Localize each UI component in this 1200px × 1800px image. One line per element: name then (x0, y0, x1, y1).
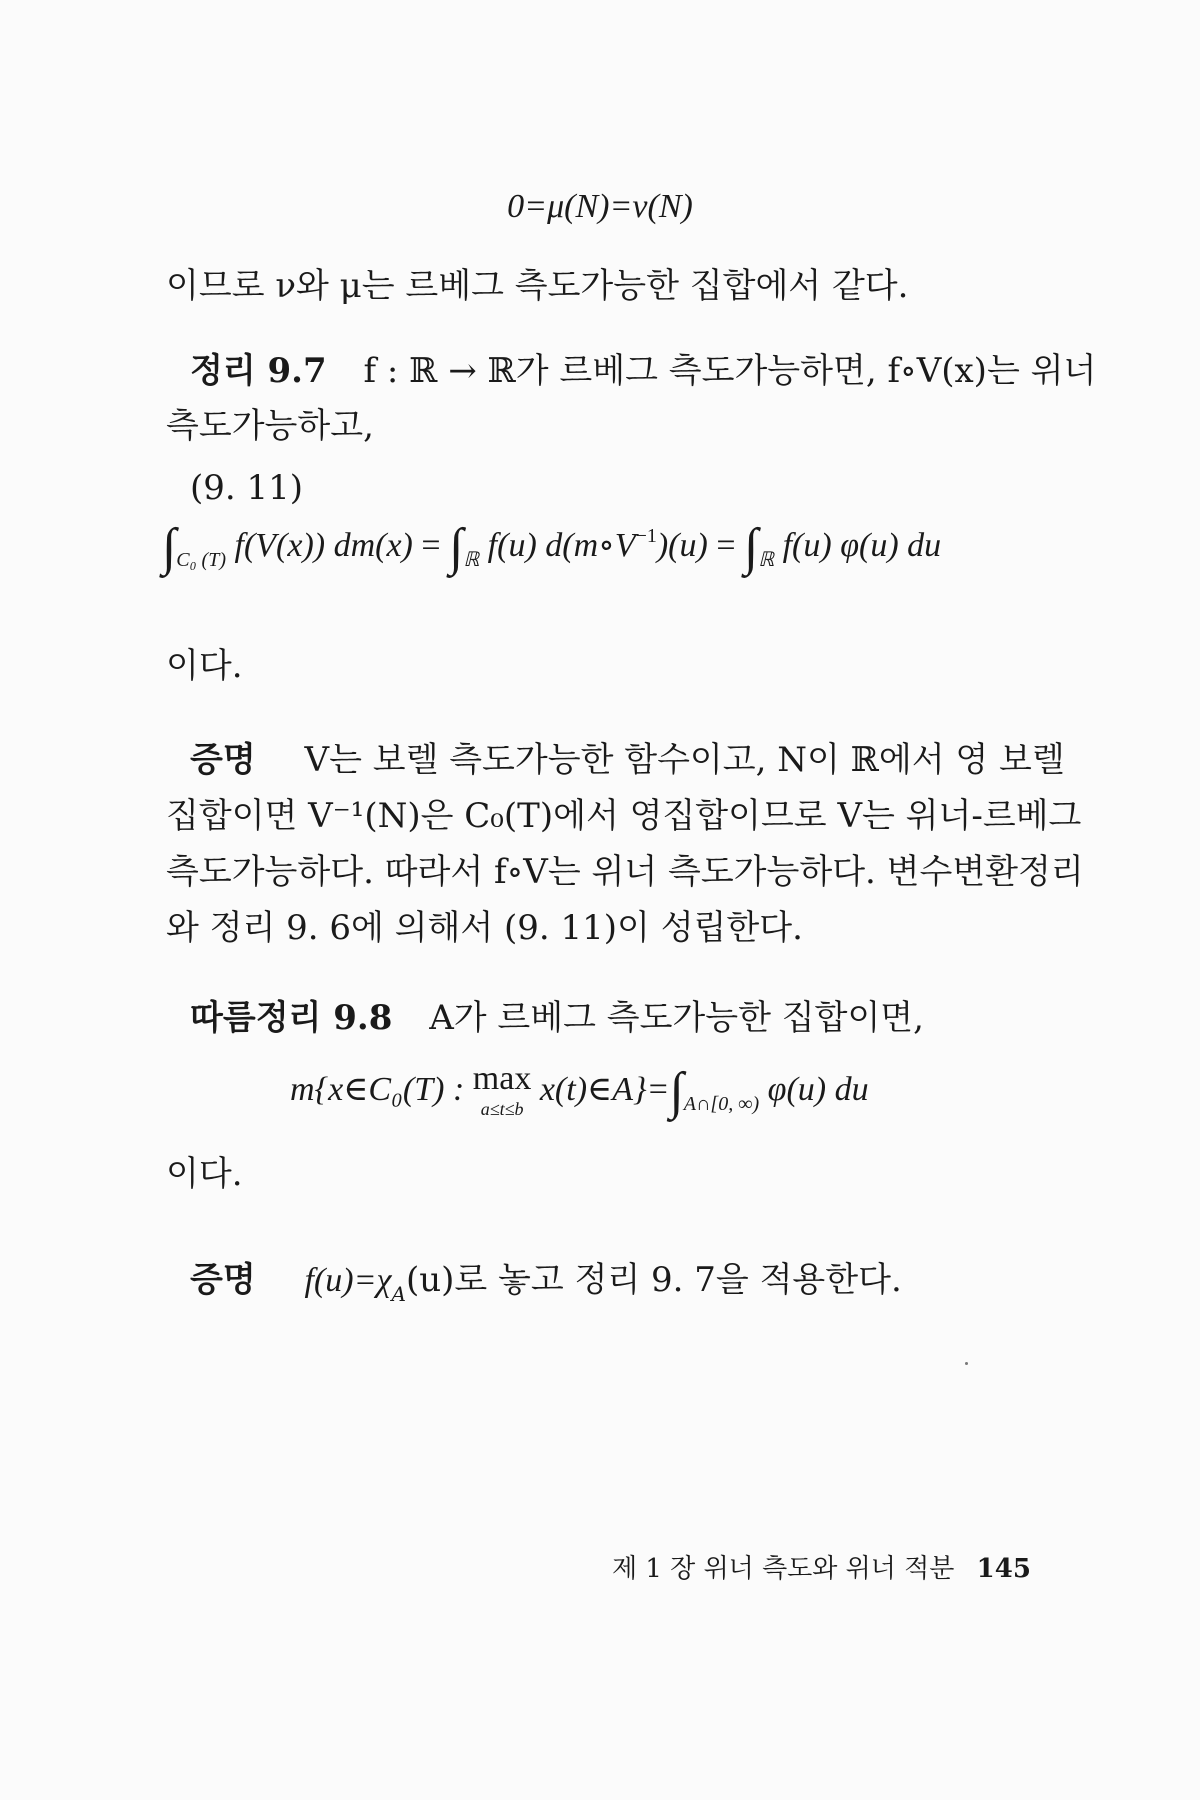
text-line: 이다. (166, 1154, 243, 1194)
equation-term: f(u) φ(u) du (782, 527, 942, 564)
stray-dot (965, 1362, 968, 1365)
proof-text: 집합이면 V⁻¹(N)은 C₀(T)에서 영집합이므로 V는 위너-르베그 (166, 796, 1082, 836)
equation-corollary (290, 1062, 869, 1121)
theorem-text-cont: 측도가능하고, (166, 406, 374, 446)
proof-label: 증명 (190, 1260, 256, 1300)
equation-term: f(u) d(m∘V (487, 527, 636, 564)
proof-line (190, 1252, 902, 1306)
text-line: 이므로 ν와 μ는 르베그 측도가능한 집합에서 같다. (166, 266, 909, 306)
corollary-label: 따름정리 9.8 (190, 998, 393, 1038)
integral-sign: ∫ (669, 1063, 684, 1120)
equation-term: f(V(x)) dm(x) (234, 527, 413, 564)
integral-sign: ∫ (744, 519, 759, 576)
equation-term: )(u) (656, 527, 708, 564)
integral-domain: C₀ (T) (176, 549, 226, 571)
equation-term: φ(u) du (767, 1071, 869, 1108)
proof-text: 측도가능하다. 따라서 f∘V는 위너 측도가능하다. 변수변환정리 (166, 852, 1084, 892)
text-line: 이다. (166, 646, 243, 686)
theorem-9-7 (190, 343, 1096, 392)
proof-label: 증명 (190, 740, 256, 780)
equation-number: (9. 11) (190, 468, 304, 508)
corollary-9-8 (190, 990, 924, 1039)
integral-domain: ℝ (758, 549, 775, 571)
equation-null-measure: 0=μ(N)=ν(N) (507, 188, 693, 225)
page-number: 145 (976, 1554, 1031, 1584)
equation-9-11: $\int_{C_0 (T)}$ f(V(x)) $dm(x) = \int_ℝ$ f(u) $d(m\circ V^{-1})(u) = \int_ℝ$ f(u) φ(u) du (162, 519, 942, 576)
equation-term: m{x∈C₀(T) : (290, 1071, 473, 1108)
running-footer (612, 1548, 1031, 1585)
theorem-text: f : ℝ → ℝ가 르베그 측도가능하면, f∘V(x)는 위너 (363, 351, 1097, 391)
chapter-title: 제 1 장 위너 측도와 위너 적분 (612, 1554, 955, 1584)
corollary-text: A가 르베그 측도가능한 집합이면, (429, 998, 924, 1038)
proof-text: V는 보렐 측도가능한 함수이고, N이 ℝ에서 영 보렐 (304, 740, 1065, 780)
integral-sign: ∫ (162, 519, 177, 576)
theorem-label: 정리 9.7 (190, 351, 327, 391)
subscript: A (391, 1282, 406, 1306)
max-operator: max a≤t≤b (472, 1060, 532, 1119)
integral-domain: ℝ (463, 549, 480, 571)
equation-term: x(t)∈A}= (531, 1071, 670, 1108)
integral-sign: ∫ (449, 519, 464, 576)
proof-line (190, 732, 1065, 781)
proof-text: (u)로 놓고 정리 9. 7을 적용한다. (405, 1260, 902, 1300)
proof-text: 와 정리 9. 6에 의해서 (9. 11)이 성립한다. (166, 908, 803, 948)
superscript: −1 (635, 525, 657, 547)
proof-math: f(u)=χ (304, 1262, 392, 1299)
integral-domain: A∩[0, ∞) (683, 1093, 760, 1115)
